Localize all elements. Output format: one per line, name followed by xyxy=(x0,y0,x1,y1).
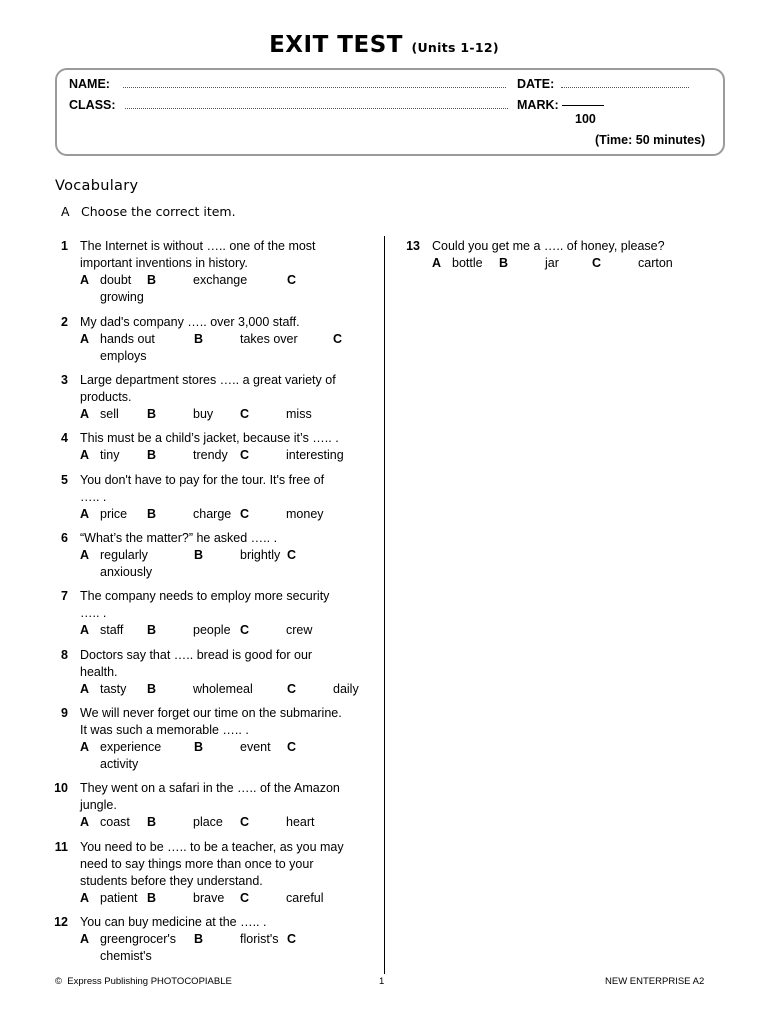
mark-row xyxy=(517,98,604,112)
question-4 xyxy=(54,430,374,464)
option-a-letter[interactable]: A xyxy=(80,891,90,905)
option-row xyxy=(80,814,374,831)
question-5 xyxy=(54,472,374,523)
question-number: 5 xyxy=(61,473,68,487)
option-c-text[interactable]: crew xyxy=(286,623,313,637)
option-row xyxy=(80,331,374,348)
question-text-line: Doctors say that ….. bread is good for our xyxy=(80,648,313,662)
question-text-line: need to say things more than once to your xyxy=(80,857,314,871)
column-divider xyxy=(384,236,385,974)
mark-total: 100 xyxy=(575,112,596,126)
question-number: 6 xyxy=(61,531,68,545)
class-field[interactable] xyxy=(125,99,508,109)
question-text-line: The Internet is without ….. one of the most xyxy=(80,239,316,253)
option-c-text[interactable]: interesting xyxy=(286,448,344,462)
question-12 xyxy=(54,914,374,965)
option-c-text[interactable]: daily xyxy=(333,682,359,696)
question-text-line: The company needs to employ more security xyxy=(80,589,330,603)
option-a-text[interactable]: regularly xyxy=(100,548,148,562)
option-b-text[interactable]: brightly xyxy=(240,548,281,562)
option-c-text[interactable]: anxiously xyxy=(100,565,153,579)
option-b-text[interactable]: brave xyxy=(193,891,225,905)
question-9 xyxy=(54,705,374,773)
question-text-line: important inventions in history. xyxy=(80,256,248,270)
option-c-text[interactable]: money xyxy=(286,507,324,521)
option-c-letter[interactable]: C xyxy=(592,256,602,270)
option-a-letter[interactable]: A xyxy=(80,682,90,696)
book-title: NEW ENTERPRISE A2 xyxy=(605,976,705,987)
name-row xyxy=(69,77,506,91)
option-c-text[interactable]: growing xyxy=(100,290,144,304)
option-b-letter[interactable]: B xyxy=(194,932,204,946)
units-range: (Units 1-12) xyxy=(411,40,499,55)
option-c-text[interactable]: heart xyxy=(286,815,315,829)
question-text-line: Large department stores ….. a great variety of xyxy=(80,373,336,387)
question-number: 10 xyxy=(54,781,68,795)
option-c-text[interactable]: careful xyxy=(286,891,324,905)
question-number: 9 xyxy=(61,706,68,720)
instruction-letter: A xyxy=(61,204,70,219)
option-b-text[interactable]: takes over xyxy=(240,332,298,346)
option-a-letter[interactable]: A xyxy=(80,273,90,287)
question-13 xyxy=(406,238,726,272)
option-a-letter[interactable]: A xyxy=(80,332,90,346)
option-b-letter[interactable]: B xyxy=(147,682,157,696)
question-text-line: My dad's company ….. over 3,000 staff. xyxy=(80,315,300,329)
class-row xyxy=(69,98,508,112)
name-field[interactable] xyxy=(123,78,506,88)
question-number: 11 xyxy=(54,840,68,854)
question-3 xyxy=(54,372,374,423)
question-number: 4 xyxy=(61,431,68,445)
option-b-letter[interactable]: B xyxy=(147,815,157,829)
instruction-text: Choose the correct item. xyxy=(81,204,236,219)
option-row xyxy=(80,447,374,464)
question-text-line: You can buy medicine at the ….. . xyxy=(80,915,267,929)
question-1 xyxy=(54,238,374,306)
option-a-letter[interactable]: A xyxy=(80,407,90,421)
question-7 xyxy=(54,588,374,639)
option-row xyxy=(80,739,374,756)
option-a-text[interactable]: tasty xyxy=(100,682,127,696)
question-text-line: ….. . xyxy=(80,490,107,504)
section-title: Vocabulary xyxy=(55,178,139,194)
question-text-line: jungle. xyxy=(80,798,117,812)
question-text-line: You don't have to pay for the tour. It's free of xyxy=(80,473,325,487)
option-b-text[interactable]: place xyxy=(193,815,223,829)
option-a-letter[interactable]: A xyxy=(80,740,90,754)
option-a-text[interactable]: coast xyxy=(100,815,130,829)
option-c-letter[interactable]: C xyxy=(333,332,343,346)
name-label: NAME: xyxy=(69,77,110,91)
question-text-line: This must be a child’s jacket, because it’s ….. . xyxy=(80,431,339,445)
question-8 xyxy=(54,647,374,698)
option-a-letter[interactable]: A xyxy=(80,932,90,946)
option-c-letter[interactable]: C xyxy=(240,891,250,905)
option-row xyxy=(432,255,726,272)
option-a-letter[interactable]: A xyxy=(80,548,90,562)
option-a-letter[interactable]: A xyxy=(80,623,90,637)
question-text-line: We will never forget our time on the submarine. xyxy=(80,706,342,720)
option-b-text[interactable]: event xyxy=(240,740,271,754)
option-c-text[interactable]: employs xyxy=(100,349,147,363)
question-text-line: Could you get me a ….. of honey, please? xyxy=(432,239,665,253)
question-11 xyxy=(54,839,374,907)
question-text-line: It was such a memorable ….. . xyxy=(80,723,249,737)
option-b-text[interactable]: people xyxy=(193,623,231,637)
option-c-letter[interactable]: C xyxy=(287,548,297,562)
option-b-letter[interactable]: B xyxy=(147,273,157,287)
question-text-line: “What’s the matter?” he asked ….. . xyxy=(80,531,278,545)
option-b-text[interactable]: wholemeal xyxy=(193,682,253,696)
option-row xyxy=(80,406,374,423)
option-row xyxy=(80,622,374,639)
option-c-letter[interactable]: C xyxy=(240,815,250,829)
question-text-line: health. xyxy=(80,665,118,679)
question-number: 2 xyxy=(61,315,68,329)
instruction xyxy=(61,204,236,219)
copyright-icon: © xyxy=(55,976,62,987)
option-b-text[interactable]: charge xyxy=(193,507,232,521)
option-a-text[interactable]: experience xyxy=(100,740,162,754)
time-note: (Time: 50 minutes) xyxy=(595,133,706,147)
option-a-letter[interactable]: A xyxy=(80,448,90,462)
option-a-letter[interactable]: A xyxy=(80,815,90,829)
option-a-text[interactable]: hands out xyxy=(100,332,155,346)
option-c-letter[interactable]: C xyxy=(240,623,250,637)
class-label: CLASS: xyxy=(69,98,116,112)
option-row xyxy=(80,506,374,523)
option-b-letter[interactable]: B xyxy=(194,548,204,562)
question-number: 12 xyxy=(54,915,68,929)
option-b-letter[interactable]: B xyxy=(147,448,157,462)
date-field[interactable] xyxy=(561,78,689,88)
option-b-text[interactable]: florist's xyxy=(240,932,279,946)
option-a-text[interactable]: tiny xyxy=(100,448,120,462)
question-number: 13 xyxy=(406,239,420,253)
option-c-text[interactable]: carton xyxy=(638,256,673,270)
option-c-text[interactable]: chemist's xyxy=(100,949,152,963)
option-row xyxy=(80,272,374,289)
date-label: DATE: xyxy=(517,77,555,91)
option-c-letter[interactable]: C xyxy=(240,407,250,421)
option-a-letter[interactable]: A xyxy=(80,507,90,521)
option-c-text[interactable]: activity xyxy=(100,757,139,771)
option-c-letter[interactable]: C xyxy=(287,932,297,946)
option-a-letter[interactable]: A xyxy=(432,256,442,270)
question-number: 7 xyxy=(61,589,68,603)
option-b-text[interactable]: exchange xyxy=(193,273,248,287)
option-b-text[interactable]: jar xyxy=(545,256,559,270)
option-a-text[interactable]: bottle xyxy=(452,256,483,270)
question-6 xyxy=(54,530,374,581)
option-a-text[interactable]: staff xyxy=(100,623,124,637)
option-a-text[interactable]: greengrocer's xyxy=(100,932,177,946)
option-b-letter[interactable]: B xyxy=(194,740,204,754)
page-title xyxy=(0,32,768,58)
page-number: 1 xyxy=(379,976,385,987)
option-b-text[interactable]: buy xyxy=(193,407,214,421)
option-a-text[interactable]: price xyxy=(100,507,128,521)
date-row xyxy=(517,77,689,91)
option-b-letter[interactable]: B xyxy=(147,623,157,637)
option-b-letter[interactable]: B xyxy=(147,407,157,421)
option-a-text[interactable]: patient xyxy=(100,891,138,905)
option-a-text[interactable]: doubt xyxy=(100,273,132,287)
option-a-text[interactable]: sell xyxy=(100,407,119,421)
option-b-text[interactable]: trendy xyxy=(193,448,228,462)
option-row xyxy=(80,681,374,698)
question-text-line: They went on a safari in the ….. of the Amazon xyxy=(80,781,340,795)
option-b-letter[interactable]: B xyxy=(499,256,509,270)
question-2 xyxy=(54,314,374,365)
option-b-letter[interactable]: B xyxy=(147,507,157,521)
question-number: 3 xyxy=(61,373,68,387)
footer-publisher xyxy=(55,976,232,987)
option-c-text[interactable]: miss xyxy=(286,407,312,421)
option-row xyxy=(80,931,374,948)
option-c-letter[interactable]: C xyxy=(287,273,297,287)
mark-fraction-line[interactable] xyxy=(562,105,604,106)
option-b-letter[interactable]: B xyxy=(147,891,157,905)
option-c-letter[interactable]: C xyxy=(240,448,250,462)
question-text-line: students before they understand. xyxy=(80,874,263,888)
option-b-letter[interactable]: B xyxy=(194,332,204,346)
question-text-line: ….. . xyxy=(80,606,107,620)
question-text-line: You need to be ….. to be a teacher, as you may xyxy=(80,840,344,854)
question-text-line: products. xyxy=(80,390,132,404)
option-c-letter[interactable]: C xyxy=(287,740,297,754)
question-10 xyxy=(54,780,374,831)
test-title: EXIT TEST xyxy=(269,32,403,58)
mark-label: MARK: xyxy=(517,98,559,112)
publisher-text: Express Publishing PHOTOCOPIABLE xyxy=(67,976,232,987)
option-row xyxy=(80,890,374,907)
option-row xyxy=(80,547,374,564)
student-info-box xyxy=(55,68,725,156)
question-number: 1 xyxy=(61,239,68,253)
option-c-letter[interactable]: C xyxy=(240,507,250,521)
question-number: 8 xyxy=(61,648,68,662)
option-c-letter[interactable]: C xyxy=(287,682,297,696)
